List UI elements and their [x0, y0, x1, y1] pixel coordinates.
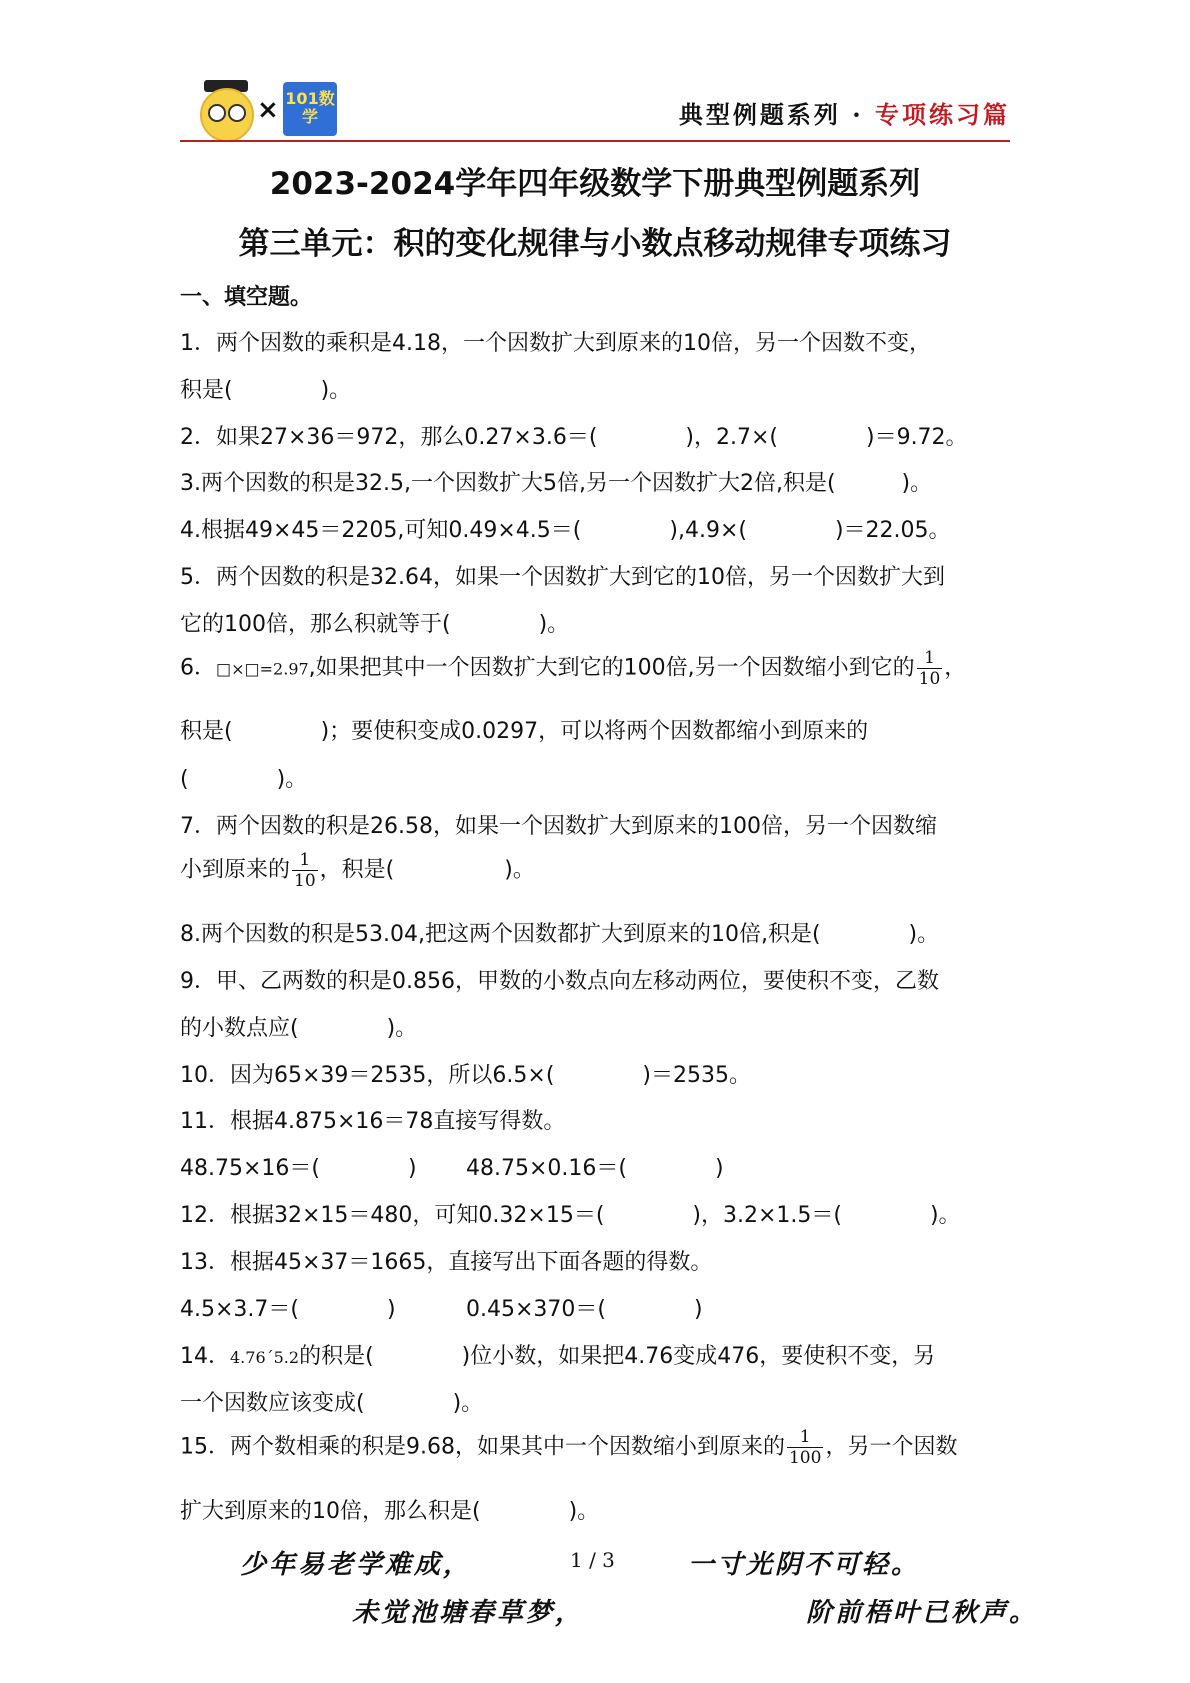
- series-name: 典型例题系列: [678, 100, 841, 129]
- fraction-one-tenth: [292, 850, 318, 891]
- q6-text: ,如果把其中一个因数扩大到它的100倍,另一个因数缩小到它的: [308, 655, 915, 681]
- question-6-line-2: 积是( )；要使积变成0.0297，可以将两个因数都缩小到原来的: [180, 719, 869, 744]
- 101-math-logo: 101数学: [283, 82, 337, 136]
- question-4: 4.根据49×45＝2205,可知0.49×4.5＝( ),4.9×( )＝22.05。: [180, 518, 951, 543]
- q7-text: 小到原来的: [180, 857, 291, 883]
- question-9-line-2: 的小数点应( )。: [180, 1016, 418, 1041]
- q14-text: 的积是( )位小数，如果把4.76变成476，要使积不变，另: [299, 1344, 936, 1369]
- question-14-line-2: 一个因数应该变成( )。: [180, 1391, 484, 1416]
- poem-line-1: 少年易老学难成，: [240, 1550, 473, 1580]
- fraction-numerator: 1: [292, 850, 318, 871]
- question-15-line-2: 扩大到原来的10倍，那么积是( )。: [180, 1499, 600, 1524]
- question-11a: 48.75×16＝( ): [180, 1156, 417, 1181]
- page-title: 2023-2024学年四年级数学下册典型例题系列: [269, 166, 921, 202]
- question-8: 8.两个因数的积是53.04,把这两个因数都扩大到原来的10倍,积是( )。: [180, 922, 940, 947]
- q15-text-end: ，另一个因数: [825, 1434, 958, 1460]
- question-10: 10．因为65×39＝2535，所以6.5×( )＝2535。: [180, 1063, 751, 1088]
- q6-comma: ，: [944, 655, 967, 681]
- series-dot: ·: [852, 100, 864, 129]
- mascot-glasses-right: [228, 104, 246, 122]
- series-subtitle: 专项练习篇: [875, 100, 1010, 129]
- fraction-denominator: 10: [918, 669, 941, 689]
- question-15-line-1: [180, 1427, 957, 1468]
- question-13b: 0.45×370＝( ): [466, 1297, 703, 1322]
- question-7-line-1: 7．两个因数的积是26.58，如果一个因数扩大到原来的100倍，另一个因数缩: [180, 814, 937, 839]
- fraction-denominator: 100: [788, 1448, 822, 1468]
- q15-text: 15．两个数相乘的积是9.68，如果其中一个因数缩小到原来的: [180, 1434, 785, 1460]
- question-9-line-1: 9．甲、乙两数的积是0.856，甲数的小数点向左移动两位，要使积不变，乙数: [180, 969, 939, 994]
- question-1-line-1: 1．两个因数的乘积是4.18，一个因数扩大到原来的10倍，另一个因数不变，: [180, 331, 931, 356]
- q14-number: 14．: [180, 1344, 230, 1369]
- poem-line-2: 一寸光阴不可轻。: [688, 1550, 921, 1580]
- poem-line-3: 未觉池塘春草梦，: [352, 1598, 585, 1628]
- question-12: 12．根据32×15＝480，可知0.32×15＝( )，3.2×1.5＝( )。: [180, 1203, 961, 1228]
- question-5-line-1: 5．两个因数的积是32.64，如果一个因数扩大到它的10倍，另一个因数扩大到: [180, 565, 945, 590]
- fraction-one-hundredth: [787, 1427, 823, 1468]
- q6-number: 6．: [180, 655, 216, 681]
- fraction-numerator: 1: [917, 648, 943, 669]
- fraction-numerator: 1: [787, 1427, 823, 1448]
- question-3: 3.两个因数的积是32.5,一个因数扩大5倍,另一个因数扩大2倍,积是( )。: [180, 471, 933, 496]
- fraction-denominator: 10: [294, 871, 316, 891]
- fraction-one-tenth: [917, 648, 943, 689]
- question-13a: 4.5×3.7＝( ): [180, 1297, 396, 1322]
- series-label: [679, 95, 1010, 130]
- page-number: 1 / 3: [570, 1548, 615, 1572]
- question-1-line-2: 积是( )。: [180, 378, 352, 403]
- page-subtitle: 第三单元：积的变化规律与小数点移动规律专项练习: [238, 226, 952, 262]
- poem-line-4: 阶前梧叶已秋声。: [806, 1598, 1039, 1628]
- header-divider: [180, 140, 1010, 142]
- question-11b: 48.75×0.16＝( ): [466, 1156, 724, 1181]
- question-6-line-3: ( )。: [180, 767, 308, 792]
- times-sign: ×: [257, 95, 279, 125]
- q14-expression: 4.76´5.2: [230, 1348, 300, 1367]
- q7-text-end: ，积是( )。: [319, 857, 535, 883]
- question-13: 13．根据45×37＝1665，直接写出下面各题的得数。: [180, 1250, 713, 1275]
- question-7-line-2: [180, 850, 535, 891]
- question-11: 11．根据4.875×16＝78直接写得数。: [180, 1109, 566, 1134]
- question-5-line-2: 它的100倍，那么积就等于( )。: [180, 612, 570, 637]
- q6-expression: □×□=2.97: [216, 659, 309, 679]
- section-heading: 一、填空题。: [180, 285, 313, 310]
- question-6-line-1: [180, 648, 966, 689]
- mascot-glasses-left: [208, 104, 226, 122]
- question-14-line-1: [180, 1339, 935, 1370]
- question-2: 2．如果27×36＝972，那么0.27×3.6＝( )，2.7×( )＝9.72。: [180, 425, 968, 450]
